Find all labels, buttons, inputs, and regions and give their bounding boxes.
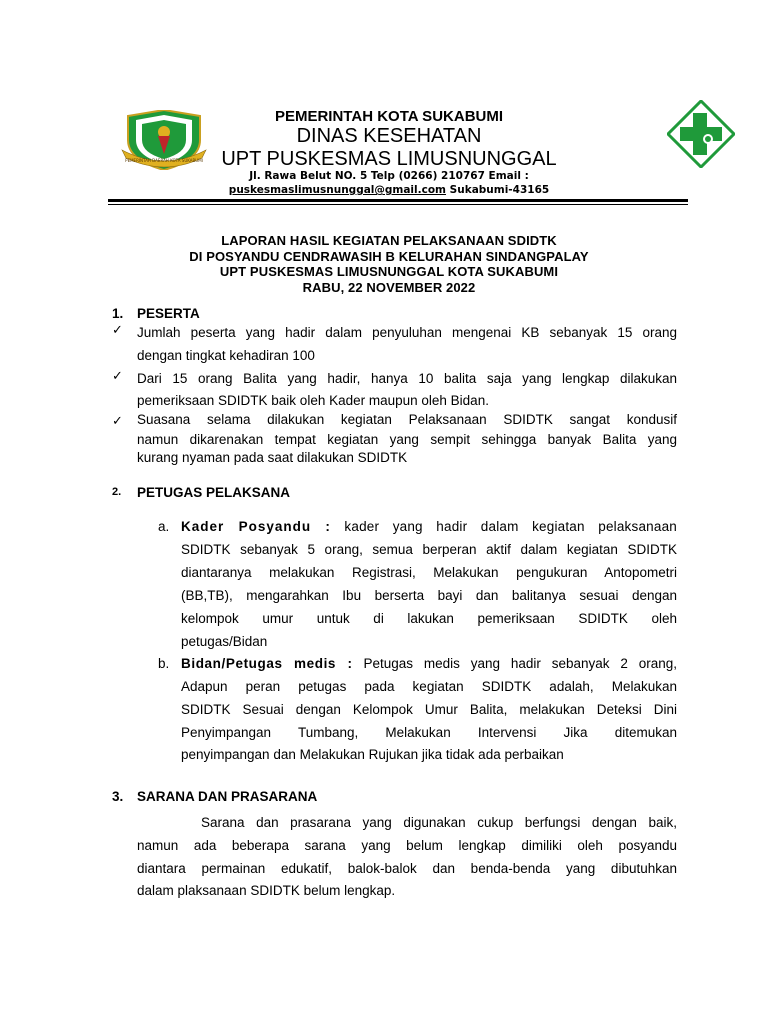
item-a-line4: (BB,TB), mengarahkan Ibu berserta bayi dan balitanya sesuai dengan (181, 588, 677, 603)
section2-number: 2. (112, 486, 122, 498)
item-b-text: Petugas medis yang hadir sebanyak 2 orang, (352, 656, 677, 671)
email-link[interactable]: puskesmaslimusnunggal@gmail.com (228, 184, 447, 196)
section3-number: 3. (112, 789, 124, 804)
section1-heading: PESERTA (137, 306, 200, 321)
check-icon: ✓ (112, 322, 123, 337)
section3-heading: SARANA DAN PRASARANA (137, 789, 318, 804)
item-a-line5: kelompok umur untuk di lakukan pemeriksaan SDIDTK oleh (181, 611, 677, 626)
header-unit: UPT PUSKESMAS LIMUSNUNGGAL (221, 148, 557, 170)
emblem-lettering: PEMERINTAH DAERAH KOTA SUKABUMI (125, 158, 203, 163)
item-a-text: kader yang hadir dalam kegiatan pelaksanaan (330, 519, 677, 534)
header-government: PEMERINTAH KOTA SUKABUMI (274, 108, 504, 125)
s1-item2-line1: Dari 15 orang Balita yang hadir, hanya 10 balita saja yang lengkap dilakukan (137, 371, 677, 386)
item-b-line4: Penyimpangan Tumbang, Melakukan Intervensi Jika ditemukan (181, 725, 677, 740)
s3-line2: namun ada beberapa sarana yang belum lengkap dimiliki oleh posyandu (137, 838, 677, 853)
s3-line1: Sarana dan prasarana yang digunakan cukup berfungsi dengan baik, (201, 815, 677, 830)
header-postal: Sukabumi-43165 (446, 184, 550, 196)
check-icon: ✓ (112, 413, 123, 428)
s1-item3-line1: Suasana selama dilakukan kegiatan Pelaksanaan SDIDTK sangat kondusif (137, 412, 677, 427)
item-b-term: Bidan/Petugas medis : (181, 656, 353, 671)
item-b-marker: b. (158, 656, 170, 671)
s1-item2-line2: pemeriksaan SDIDTK baik oleh Kader maupun oleh Bidan. (137, 393, 489, 408)
item-b-line5: penyimpangan dan Melakukan Rujukan jika tidak ada perbaikan (181, 747, 564, 762)
s3-line4: dalam plaksanaan SDIDTK belum lengkap. (137, 883, 396, 898)
report-title-1: LAPORAN HASIL KEGIATAN PELAKSANAAN SDIDTK (221, 233, 557, 248)
section2-heading: PETUGAS PELAKSANA (137, 485, 291, 500)
section1-number: 1. (112, 306, 124, 321)
check-icon: ✓ (112, 368, 123, 383)
item-a-line2: SDIDTK sebanyak 5 orang, semua berperan aktif dalam kegiatan SDIDTK (181, 542, 677, 557)
item-b-line3: SDIDTK Sesuai dengan Kelompok Umur Balita, melakukan Deteksi Dini (181, 702, 677, 717)
s1-item1-line2: dengan tingkat kehadiran 100 (137, 348, 315, 363)
item-a-line3: diantaranya melakukan Registrasi, Melakukan pengukuran Antopometri (181, 565, 677, 580)
report-date: RABU, 22 NOVEMBER 2022 (302, 280, 476, 295)
header-divider-thin (108, 204, 688, 205)
report-title-2: DI POSYANDU CENDRAWASIH B KELURAHAN SINDANGPALAY (189, 249, 589, 264)
s1-item3-line2: namun dikarenakan tempat kegiatan yang sempit sehingga banyak Balita yang (137, 432, 677, 447)
item-a-line6: petugas/Bidan (181, 634, 268, 649)
item-a-term: Kader Posyandu : (181, 519, 331, 534)
header-divider-thick (108, 199, 688, 202)
s3-line3: diantara permainan edukatif, balok-balok dan benda-benda yang dibutuhkan (137, 861, 677, 876)
item-b-line1 (181, 653, 677, 674)
header-department: DINAS KESEHATAN (296, 125, 482, 147)
header-email-line (0, 184, 768, 196)
header-address: Jl. Rawa Belut NO. 5 Telp (0266) 210767 Email : (249, 170, 529, 182)
s1-item3-line3: kurang nyaman pada saat dilakukan SDIDTK (137, 450, 408, 465)
report-title-3: UPT PUSKESMAS LIMUSNUNGGAL KOTA SUKABUMI (219, 264, 559, 279)
item-a-line1 (181, 516, 677, 537)
item-b-line2: Adapun peran petugas pada kegiatan SDIDTK adalah, Melakukan (181, 679, 677, 694)
s1-item1-line1: Jumlah peserta yang hadir dalam penyuluhan mengenai KB sebanyak 15 orang (137, 325, 677, 340)
item-a-marker: a. (158, 519, 170, 534)
